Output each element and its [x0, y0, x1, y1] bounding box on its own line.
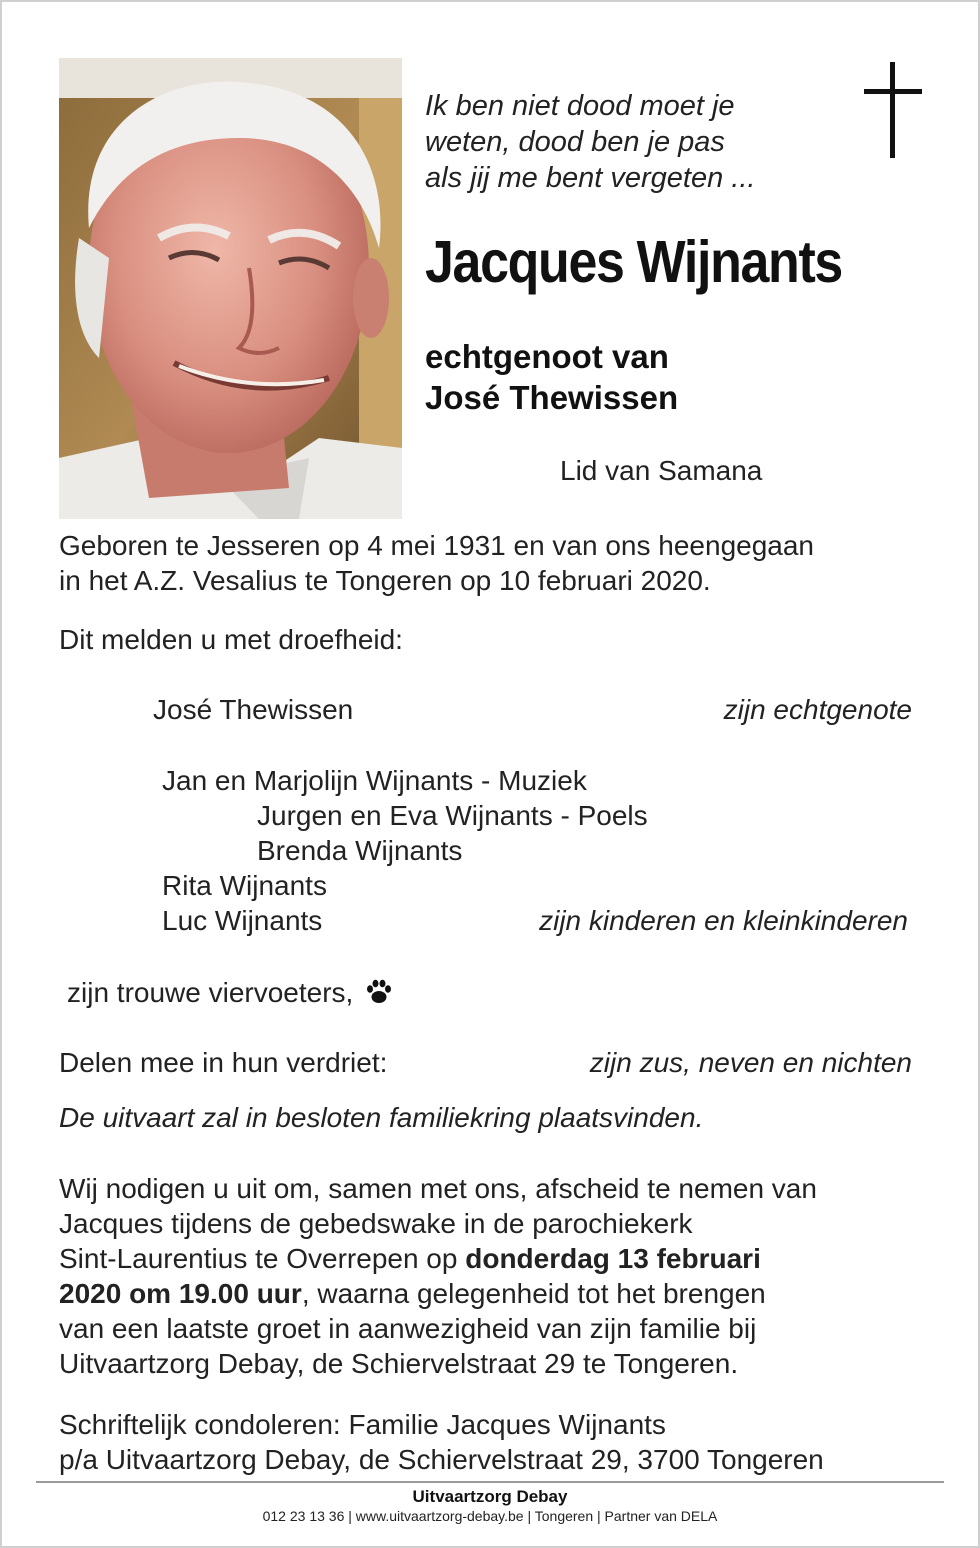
- family-grandchild: Jurgen en Eva Wijnants - Poels: [257, 800, 648, 831]
- membership: Lid van Samana: [560, 455, 763, 486]
- announcement-intro: Dit melden u met droefheid:: [59, 624, 403, 655]
- invitation-line-6: Uitvaartzorg Debay, de Schiervelstraat 29 te Tongeren.: [59, 1348, 739, 1379]
- invitation-date: donderdag 13 februari: [465, 1243, 761, 1274]
- invitation-time: 2020 om 19.00 uur: [59, 1278, 302, 1309]
- spouse-name: José Thewissen: [425, 379, 679, 416]
- poem-quote: [425, 88, 755, 196]
- pets-text: zijn trouwe viervoeters,: [67, 977, 354, 1008]
- spouse-block: [425, 336, 678, 418]
- deceased-name: Jacques Wijnants: [425, 229, 842, 295]
- footer-contact: 012 23 13 36 | www.uitvaartzorg-debay.be | Tongeren | Partner van DELA: [262, 1508, 718, 1524]
- condolence-line-2: p/a Uitvaartzorg Debay, de Schiervelstraat 29, 3700 Tongeren: [59, 1444, 824, 1475]
- birth-death-line-1: Geboren te Jesseren op 4 mei 1931 en van ons heengegaan: [59, 530, 815, 561]
- invitation-text: , waarna gelegenheid tot het brengen: [301, 1278, 766, 1309]
- spouse-label: echtgenoot van: [425, 338, 669, 375]
- quote-line: als jij me bent vergeten ...: [425, 162, 756, 194]
- invitation-line-1: Wij nodigen u uit om, samen met ons, afscheid te nemen van: [59, 1173, 817, 1204]
- family-grandchild: Brenda Wijnants: [257, 835, 463, 866]
- invitation-line-5: van een laatste groet in aanwezigheid van zijn familie bij: [59, 1313, 757, 1344]
- condolence-line-1: Schriftelijk condoleren: Familie Jacques Wijnants: [59, 1409, 666, 1440]
- invitation-line-3: [59, 1241, 761, 1276]
- invitation-line-2: Jacques tijdens de gebedswake in de parochiekerk: [59, 1208, 693, 1239]
- children-relation: zijn kinderen en kleinkinderen: [539, 905, 908, 936]
- quote-line: weten, dood ben je pas: [425, 126, 725, 158]
- share-label: Delen mee in hun verdriet:: [59, 1047, 388, 1078]
- birth-death-line-2: in het A.Z. Vesalius te Tongeren op 10 februari 2020.: [59, 565, 711, 596]
- funeral-note: De uitvaart zal in besloten familiekring plaatsvinden.: [59, 1102, 704, 1133]
- paw-print-icon: [365, 978, 393, 1006]
- portrait-photo: [59, 58, 402, 519]
- family-spouse-name: José Thewissen: [153, 694, 354, 725]
- cross-icon: [864, 62, 922, 158]
- share-relation: zijn zus, neven en nichten: [589, 1047, 912, 1078]
- invitation-line-4: [59, 1276, 766, 1311]
- family-spouse-relation: zijn echtgenote: [723, 694, 912, 725]
- invitation-text: Sint-Laurentius te Overrepen op: [59, 1243, 466, 1274]
- quote-line: Ik ben niet dood moet je: [425, 90, 735, 122]
- family-child: Jan en Marjolijn Wijnants - Muziek: [162, 765, 587, 796]
- footer-company: Uitvaartzorg Debay: [412, 1487, 568, 1506]
- family-child: Rita Wijnants: [162, 870, 327, 901]
- footer-divider: [36, 1481, 944, 1483]
- pets-line: [67, 975, 393, 1010]
- family-child: Luc Wijnants: [162, 905, 323, 936]
